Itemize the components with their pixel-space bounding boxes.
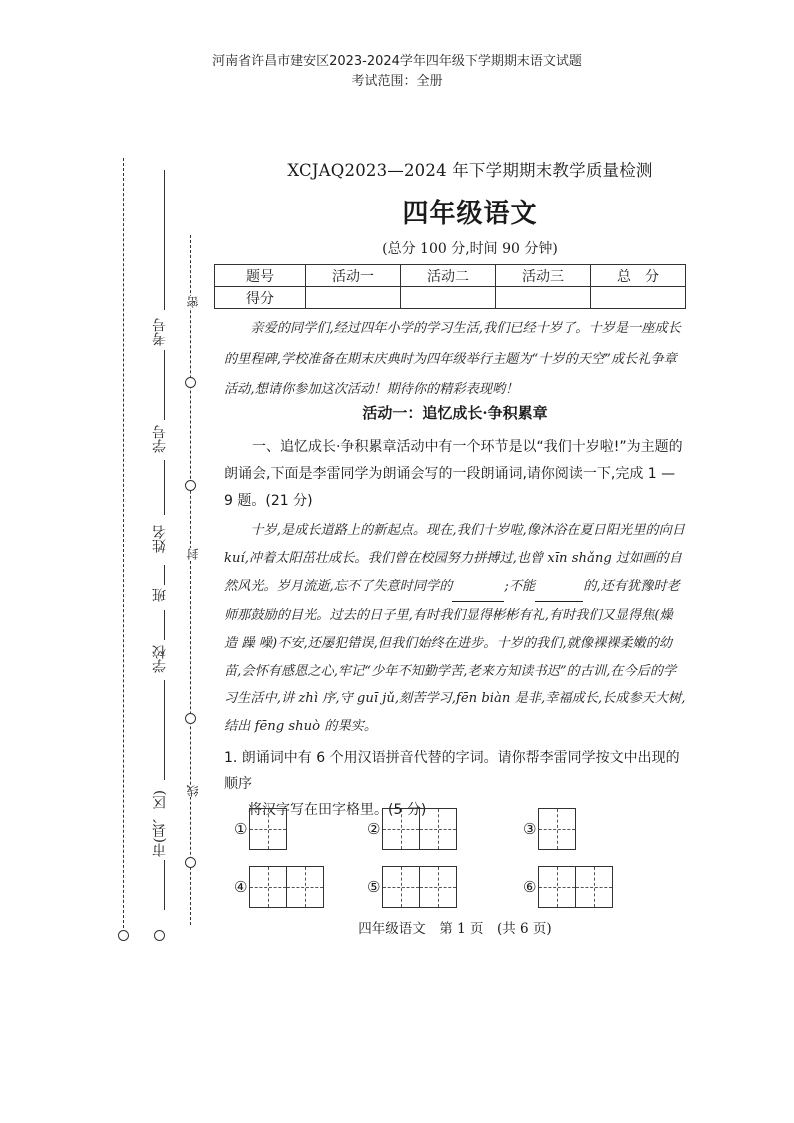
seal-char-mi: 密 — [186, 296, 200, 308]
seal-char-xian: 线 — [186, 785, 200, 797]
grid-number: ⑤ — [367, 878, 381, 896]
binding-hole-circle — [185, 480, 196, 491]
label-xuexiao: 学校 — [152, 645, 168, 673]
passage-part2: ;不能 — [504, 578, 536, 594]
score-table — [214, 264, 686, 309]
field-line-shixian — [164, 680, 165, 780]
answer-grid-3 — [523, 808, 576, 850]
page-footer: 四年级语文 第 1 页 (共 6 页) — [358, 921, 552, 937]
score-header-cell: 总 分 — [591, 265, 686, 287]
question-1-text-a: 1. 朗诵词中有 6 个用汉语拼音代替的字词。请你帮李雷同学按文中出现的顺序 — [224, 750, 680, 792]
score-cell-activity3[interactable] — [496, 287, 591, 309]
grid-number: ② — [367, 820, 381, 838]
intro-paragraph: 亲爱的同学们,经过四年小学的学习生活,我们已经十岁了。十岁是一座成长的里程碑,学校准备在期末庆典时为四年级举行主题为“十岁的天空”成长礼争章活动,想请你参加这次活动！期待你的精彩表现哟！ — [224, 321, 681, 397]
binding-hole-circle — [154, 930, 165, 941]
answer-grid-2 — [367, 808, 457, 850]
recitation-passage — [224, 517, 686, 741]
label-xingming: 姓名 — [152, 525, 168, 553]
label-shixian: 市(县、区) — [152, 790, 168, 857]
fill-blank-1[interactable] — [452, 573, 504, 602]
passage-part3: 的,还有犹豫时老师那鼓励的目光。过去的日子里,有时我们显得彬彬有礼,有时我们又显得焦(燥 造 躁 噪)不安,还屡犯错误,但我们始终在进步。十岁的我们,就像裸裸柔嫩的幼苗,会怀有感恩之心,牢记“少年不知勤学苦,老来方知读书迟”的古训,在今后的学习生活中,讲 zhì 序,守 guī jǔ,刻苦学习,fēn biàn 是非,幸福成长,长成参天大树,结出 fēng shuò 的果实。 — [224, 578, 686, 735]
field-line-xuehao — [164, 350, 165, 420]
score-table-score-row — [215, 287, 686, 309]
binding-hole-circle — [185, 377, 196, 388]
answer-grid-6 — [523, 866, 613, 908]
score-header-cell: 活动三 — [496, 265, 591, 287]
score-header-cell: 活动二 — [401, 265, 496, 287]
binding-cut-line-outer — [123, 158, 124, 928]
question-1-text-b: 将汉字写在田字格里。(5 分) — [248, 802, 427, 818]
binding-seal-line — [190, 235, 191, 925]
score-header-cell: 题号 — [215, 265, 306, 287]
passage-part1: 十岁,是成长道路上的新起点。现在,我们十岁啦,像沐浴在夏日阳光里的向日 kuí,冲着太阳茁壮成长。我们曾在校园努力拼搏过,也曾 xīn shǎng 过如画的自然风光。岁月流逝,忘不了失意时同学的 — [224, 523, 685, 594]
seal-char-feng: 封 — [186, 548, 200, 560]
field-line-xingming — [164, 460, 165, 515]
label-xuehao: 学号 — [152, 425, 168, 453]
tianzige-box[interactable] — [538, 866, 613, 908]
tianzige-box[interactable] — [249, 808, 287, 850]
field-line-ban — [164, 565, 165, 585]
answer-grid-4 — [234, 866, 324, 908]
binding-hole-circle — [185, 713, 196, 724]
answer-grid-1 — [234, 808, 287, 850]
field-line-xuexiao — [164, 610, 165, 640]
answer-grid-5 — [367, 866, 457, 908]
tianzige-box[interactable] — [382, 866, 457, 908]
question-section1-description: 一、追忆成长·争积累章活动中有一个环节是以“我们十岁啦!”为主题的朗诵会,下面是李雷同学为朗诵会写的一段朗诵词,请你阅读一下,完成 1 — 9 题。(21 分) — [224, 439, 683, 509]
tianzige-box[interactable] — [538, 808, 576, 850]
tianzige-box[interactable] — [249, 866, 324, 908]
score-cell-activity1[interactable] — [306, 287, 401, 309]
grid-number: ① — [234, 820, 248, 838]
score-header-cell: 活动一 — [306, 265, 401, 287]
exam-meta: (总分 100 分,时间 90 分钟) — [382, 241, 558, 257]
document-header-scope: 考试范围：全册 — [351, 74, 443, 89]
tianzige-box[interactable] — [382, 808, 457, 850]
binding-hole-circle — [185, 857, 196, 868]
field-line-kaohao — [164, 170, 165, 310]
grid-number: ⑥ — [523, 878, 537, 896]
score-cell-total[interactable] — [591, 287, 686, 309]
field-line-bottom — [164, 860, 165, 910]
label-ban: 班 — [152, 588, 168, 602]
exam-subject: 四年级语文 — [402, 199, 538, 229]
grid-number: ④ — [234, 878, 248, 896]
document-header-title: 河南省许昌市建安区2023-2024学年四年级下学期期末语文试题 — [212, 54, 582, 69]
binding-hole-circle — [118, 930, 129, 941]
activity1-title: 活动一：追忆成长·争积累章 — [362, 404, 548, 422]
fill-blank-2[interactable] — [535, 573, 583, 602]
score-cell-activity2[interactable] — [401, 287, 496, 309]
score-table-header-row — [215, 265, 686, 287]
score-row-label: 得分 — [215, 287, 306, 309]
label-kaohao: 考号 — [152, 318, 168, 346]
exam-title: XCJAQ2023—2024 年下学期期末教学质量检测 — [287, 161, 653, 180]
grid-number: ③ — [523, 820, 537, 838]
